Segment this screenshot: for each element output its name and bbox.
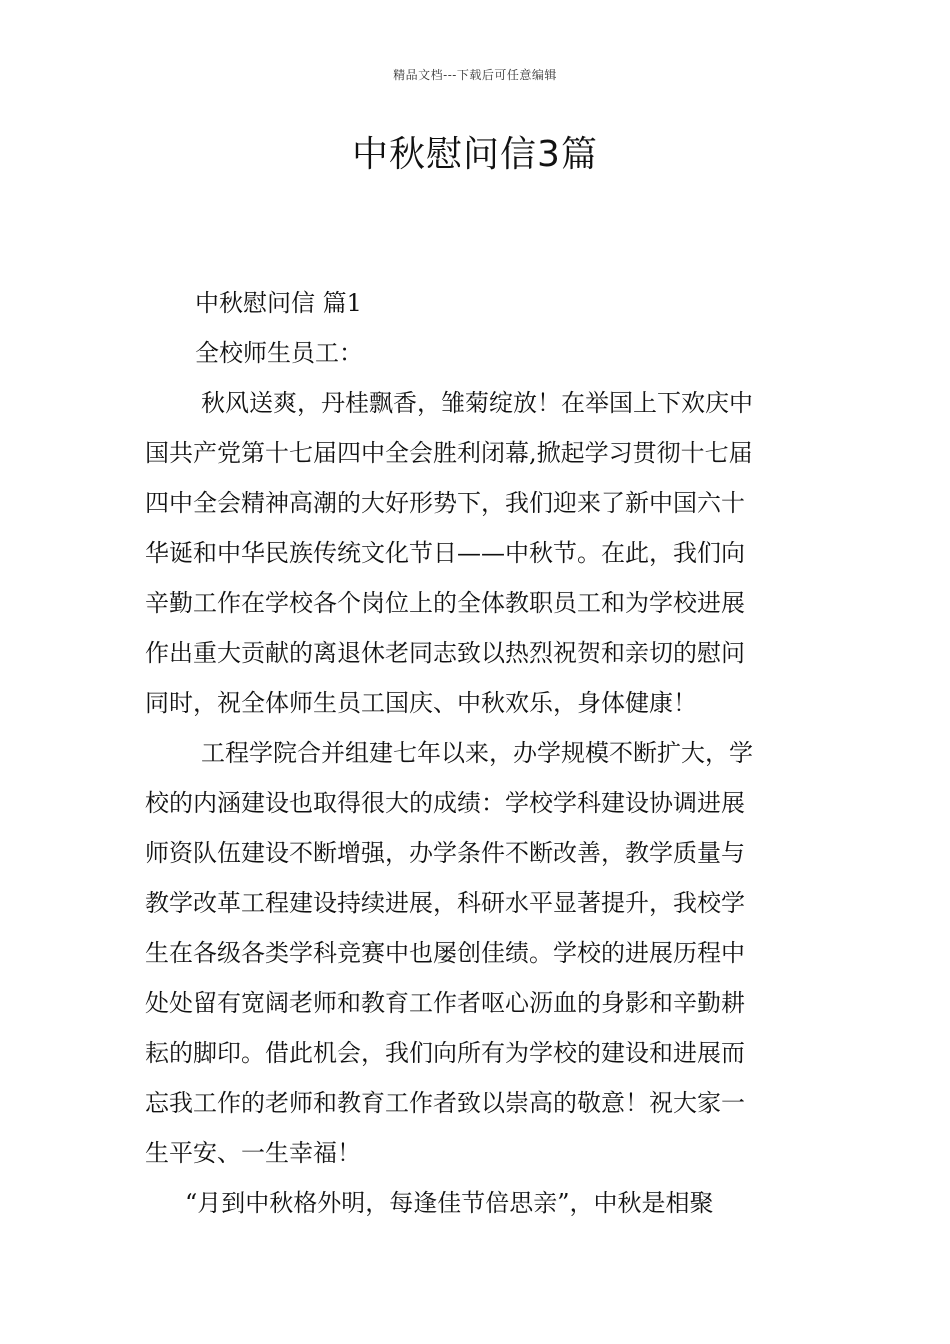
paragraph-line: 处处留有宽阔老师和教育工作者呕心沥血的身影和辛勤耕	[145, 989, 745, 1017]
paragraph-line: 师资队伍建设不断增强，办学条件不断改善，教学质量与	[145, 839, 745, 867]
paragraph-line: 四中全会精神高潮的大好形势下，我们迎来了新中国六十	[145, 489, 745, 517]
paragraph-2	[145, 728, 807, 1178]
paragraph-line: 忘我工作的老师和教育工作者致以崇高的敬意！祝大家一	[145, 1089, 745, 1117]
paragraph-line: 辛勤工作在学校各个岗位上的全体教职员工和为学校进展	[145, 589, 745, 617]
paragraph-line: 同时，祝全体师生员工国庆、中秋欢乐，身体健康！	[145, 689, 697, 717]
paragraph-line: 耘的脚印。借此机会，我们向所有为学校的建设和进展而	[145, 1039, 745, 1067]
paragraph-line: “月到中秋格外明，每逢佳节倍思亲”，中秋是相聚	[185, 1189, 714, 1217]
paragraph-3	[145, 1178, 807, 1228]
paragraph-line: 华诞和中华民族传统文化节日——中秋节。在此，我们向	[145, 539, 745, 567]
document-title: 中秋慰问信3篇	[352, 134, 598, 175]
paragraph-1	[145, 378, 807, 728]
header-note: 精品文档---下载后可任意编辑	[393, 68, 557, 82]
salutation: 全校师生员工：	[195, 339, 363, 367]
paragraph-line: 国共产党第十七届四中全会胜利闭幕,掀起学习贯彻十七届	[145, 439, 753, 467]
document-body	[145, 278, 807, 1228]
paragraph-line: 作出重大贡献的离退休老同志致以热烈祝贺和亲切的慰问	[145, 639, 745, 667]
paragraph-line: 工程学院合并组建七年以来，办学规模不断扩大，学	[201, 739, 753, 767]
paragraph-line: 教学改革工程建设持续进展，科研水平显著提升，我校学	[145, 889, 745, 917]
paragraph-line: 秋风送爽，丹桂飘香，雏菊绽放！在举国上下欢庆中	[201, 389, 753, 417]
paragraph-line: 生平安、一生幸福！	[145, 1139, 361, 1167]
section-heading: 中秋慰问信 篇1	[195, 289, 362, 317]
paragraph-line: 生在各级各类学科竞赛中也屡创佳绩。学校的进展历程中	[145, 939, 745, 967]
paragraph-line: 校的内涵建设也取得很大的成绩：学校学科建设协调进展	[145, 789, 745, 817]
